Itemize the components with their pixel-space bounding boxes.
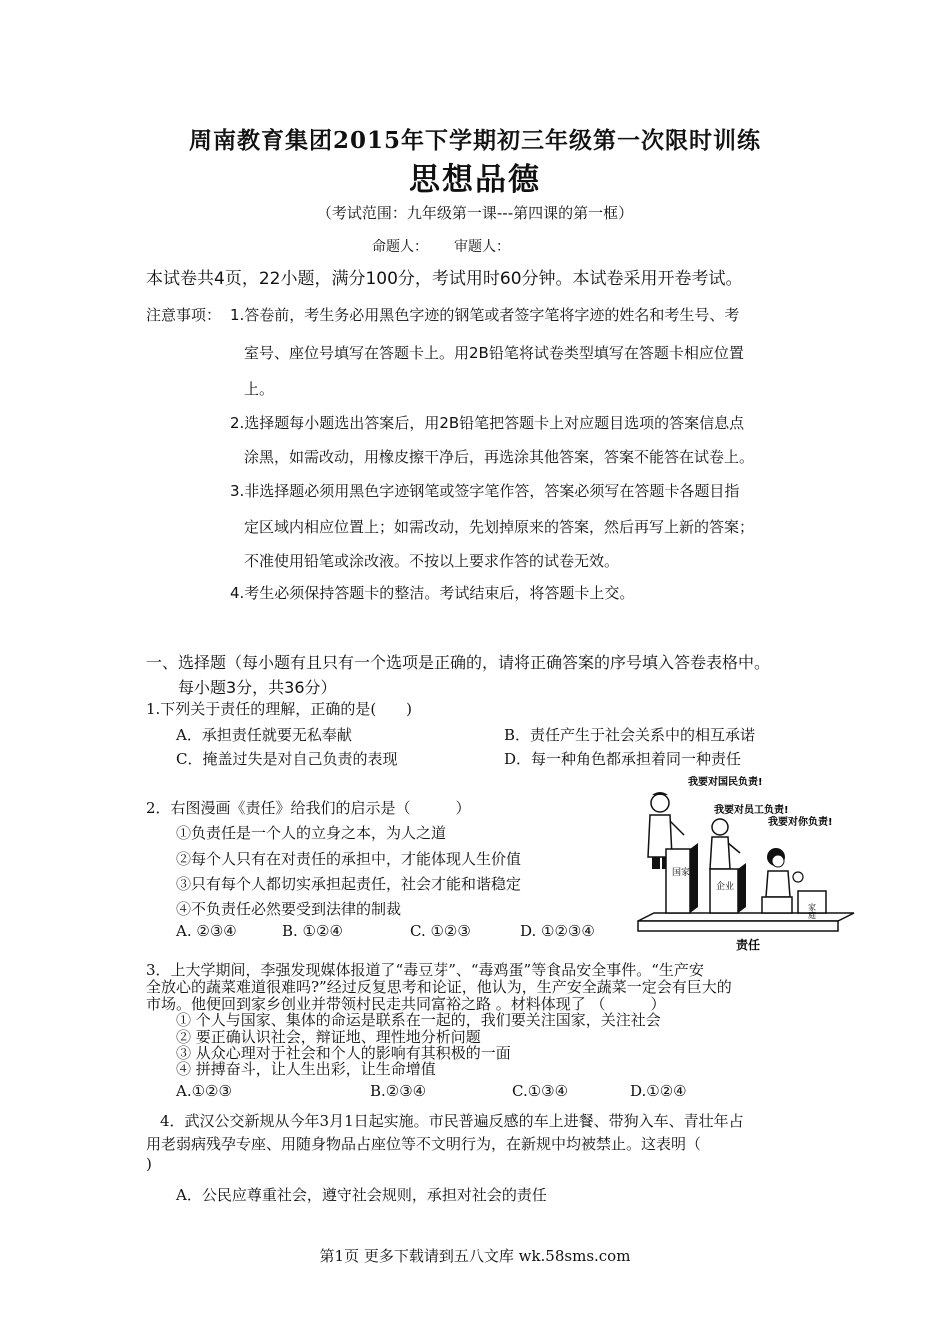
question-1-option-c: C．掩盖过失是对自己负责的表现 <box>176 750 398 768</box>
section-heading: 一、选择题（每小题有且只有一个选项是正确的，请将正确答案的序号填入答卷表格中。 <box>146 653 771 672</box>
company-figure-body <box>710 837 730 869</box>
responsibility-cartoon <box>628 773 860 953</box>
subject-title: 思想品德 <box>409 162 541 198</box>
family-block-label: 家庭 <box>807 903 817 919</box>
question-3-option-c: C.①③④ <box>512 1082 569 1100</box>
bubble-1: 我要对国民负责! <box>688 777 763 788</box>
page-footer: 第1页 更多下载请到五八文库 wk.58sms.com <box>319 1247 631 1265</box>
question-3-option-a: A.①②③ <box>176 1082 232 1100</box>
question-2-statement-3: ③只有每个人都切实承担起责任，社会才能和谐稳定 <box>176 875 522 893</box>
question-4-option-a: A．公民应尊重社会，遵守社会规则，承担对社会的责任 <box>176 1186 547 1204</box>
platform-top <box>638 913 854 921</box>
family-figure-body <box>766 871 790 897</box>
exam-title: 周南教育集团2015年下学期初三年级第一次限时训练 <box>188 127 761 154</box>
question-2-statement-2: ②每个人只有在对责任的承担中，才能体现人生价值 <box>176 850 522 868</box>
question-3-option-d: D.①②④ <box>630 1082 687 1100</box>
note-1-line-1: 1.答卷前，考生务必用黑色字迹的钢笔或者签字笔将字迹的姓名和考生号、考 <box>230 306 740 324</box>
question-1-option-b: B．责任产生于社会关系中的相互承诺 <box>504 726 756 744</box>
question-2-stem: 2．右图漫画《责任》给我们的启示是（ ） <box>146 799 471 817</box>
question-1-option-a: A．承担责任就要无私奉献 <box>176 726 352 744</box>
bubble-3: 我要对你负责! <box>768 817 833 828</box>
company-block-label: 企业 <box>716 882 735 892</box>
question-3-statement-4: ④ 拼搏奋斗，让人生出彩，让生命增值 <box>176 1060 436 1078</box>
question-2-statement-4: ④不负责任必然要受到法律的制裁 <box>176 900 402 918</box>
question-3-statement-1: ① 个人与国家、集体的命运是联系在一起的，我们要关注国家，关注社会 <box>176 1011 661 1029</box>
exam-intro: 本试卷共4页，22小题，满分100分，考试用时60分钟。本试卷采用开卷考试。 <box>146 269 743 289</box>
reviewer-label: 审题人： <box>454 239 510 255</box>
family-figure-face <box>772 855 784 867</box>
question-3-stem-line-1: 3．上大学期间，李强发现媒体报道了“毒豆芽”、“毒鸡蛋”等食品安全事件。“生产安 <box>146 961 704 979</box>
question-1-option-d: D．每一种角色都承担着同一种责任 <box>504 750 742 768</box>
note-1-line-2: 室号、座位号填写在答题卡上。用2B铅笔将试卷类型填写在答题卡相应位置 <box>244 344 744 362</box>
bubble-2: 我要对员工负责! <box>714 805 789 816</box>
state-figure-leg-left <box>652 857 660 869</box>
question-3-option-b: B.②③④ <box>370 1082 427 1100</box>
family-seat <box>762 897 792 913</box>
question-4-stem-line-1: 4．武汉公交新规从今年3月1日起实施。市民普遍反感的车上进餐、带狗入车、青壮年占 <box>160 1112 744 1130</box>
state-block <box>666 849 690 913</box>
setter-label: 命题人： <box>372 239 428 255</box>
state-block-side <box>690 843 698 913</box>
note-1-line-3: 上。 <box>244 380 275 398</box>
state-block-label: 国家 <box>672 868 691 878</box>
question-4-stem-line-3: ) <box>146 1155 152 1173</box>
setter-line <box>372 236 510 256</box>
state-figure-head <box>651 794 669 812</box>
question-2-option-b: B. ①②④ <box>282 922 343 940</box>
state-figure-hair <box>652 792 668 795</box>
note-2-line-2: 涂黑，如需改动，用橡皮擦干净后，再选涂其他答案，答案不能答在试卷上。 <box>244 448 755 466</box>
note-3-line-1: 3.非选择题必须用黑色字迹钢笔或签字笔作答，答案必须写在答题卡各题目指 <box>230 482 740 500</box>
child-head <box>793 872 803 882</box>
cartoon-caption: 责任 <box>736 938 761 952</box>
question-3-statement-2: ② 要正确认识社会，辩证地、理性地分析问题 <box>176 1028 481 1046</box>
exam-scope: （考试范围：九年级第一课---第四课的第一框） <box>316 204 634 222</box>
question-3-stem-line-2: 全放心的蔬菜难道很难吗?”经过反复思考和论证，他认为，生产安全蔬菜一定会有巨大的 <box>146 978 732 996</box>
note-4-line-1: 4.考生必须保持答题卡的整洁。考试结束后，将答题卡上交。 <box>230 584 635 602</box>
state-figure-arm <box>670 821 684 835</box>
company-block-side <box>738 863 746 913</box>
question-2-option-a: A. ②③④ <box>176 922 237 940</box>
question-2-option-d: D. ①②③④ <box>520 922 595 940</box>
platform-front <box>638 921 838 931</box>
note-3-line-3: 不准使用铅笔或涂改液。不按以上要求作答的试卷无效。 <box>244 552 620 570</box>
notes-label: 注意事项： <box>146 306 222 324</box>
note-3-line-2: 定区域内相应位置上；如需改动，先划掉原来的答案，然后再写上新的答案； <box>244 518 755 536</box>
question-2-option-c: C. ①②③ <box>410 922 471 940</box>
question-3-stem-line-3: 市场。他便回到家乡创业并带领村民走共同富裕之路 。材料体现了 （ ） <box>146 995 666 1013</box>
question-2-statement-1: ①负责任是一个人的立身之本，为人之道 <box>176 824 447 842</box>
note-2-line-1: 2.选择题每小题选出答案后，用2B铅笔把答题卡上对应题目选项的答案信息点 <box>230 414 745 432</box>
section-heading-line-2: 每小题3分，共36分） <box>178 678 337 697</box>
company-figure-head <box>712 819 728 835</box>
question-4-stem-line-2: 用老弱病残孕专座、用随身物品占座位等不文明行为，在新规中均被禁止。这表明（ <box>146 1135 702 1153</box>
company-figure-arm <box>728 843 740 853</box>
question-1-stem: 1.下列关于责任的理解，正确的是( ) <box>146 700 413 718</box>
question-3-statement-3: ③ 从众心理对于社会和个人的影响有其积极的一面 <box>176 1044 511 1062</box>
